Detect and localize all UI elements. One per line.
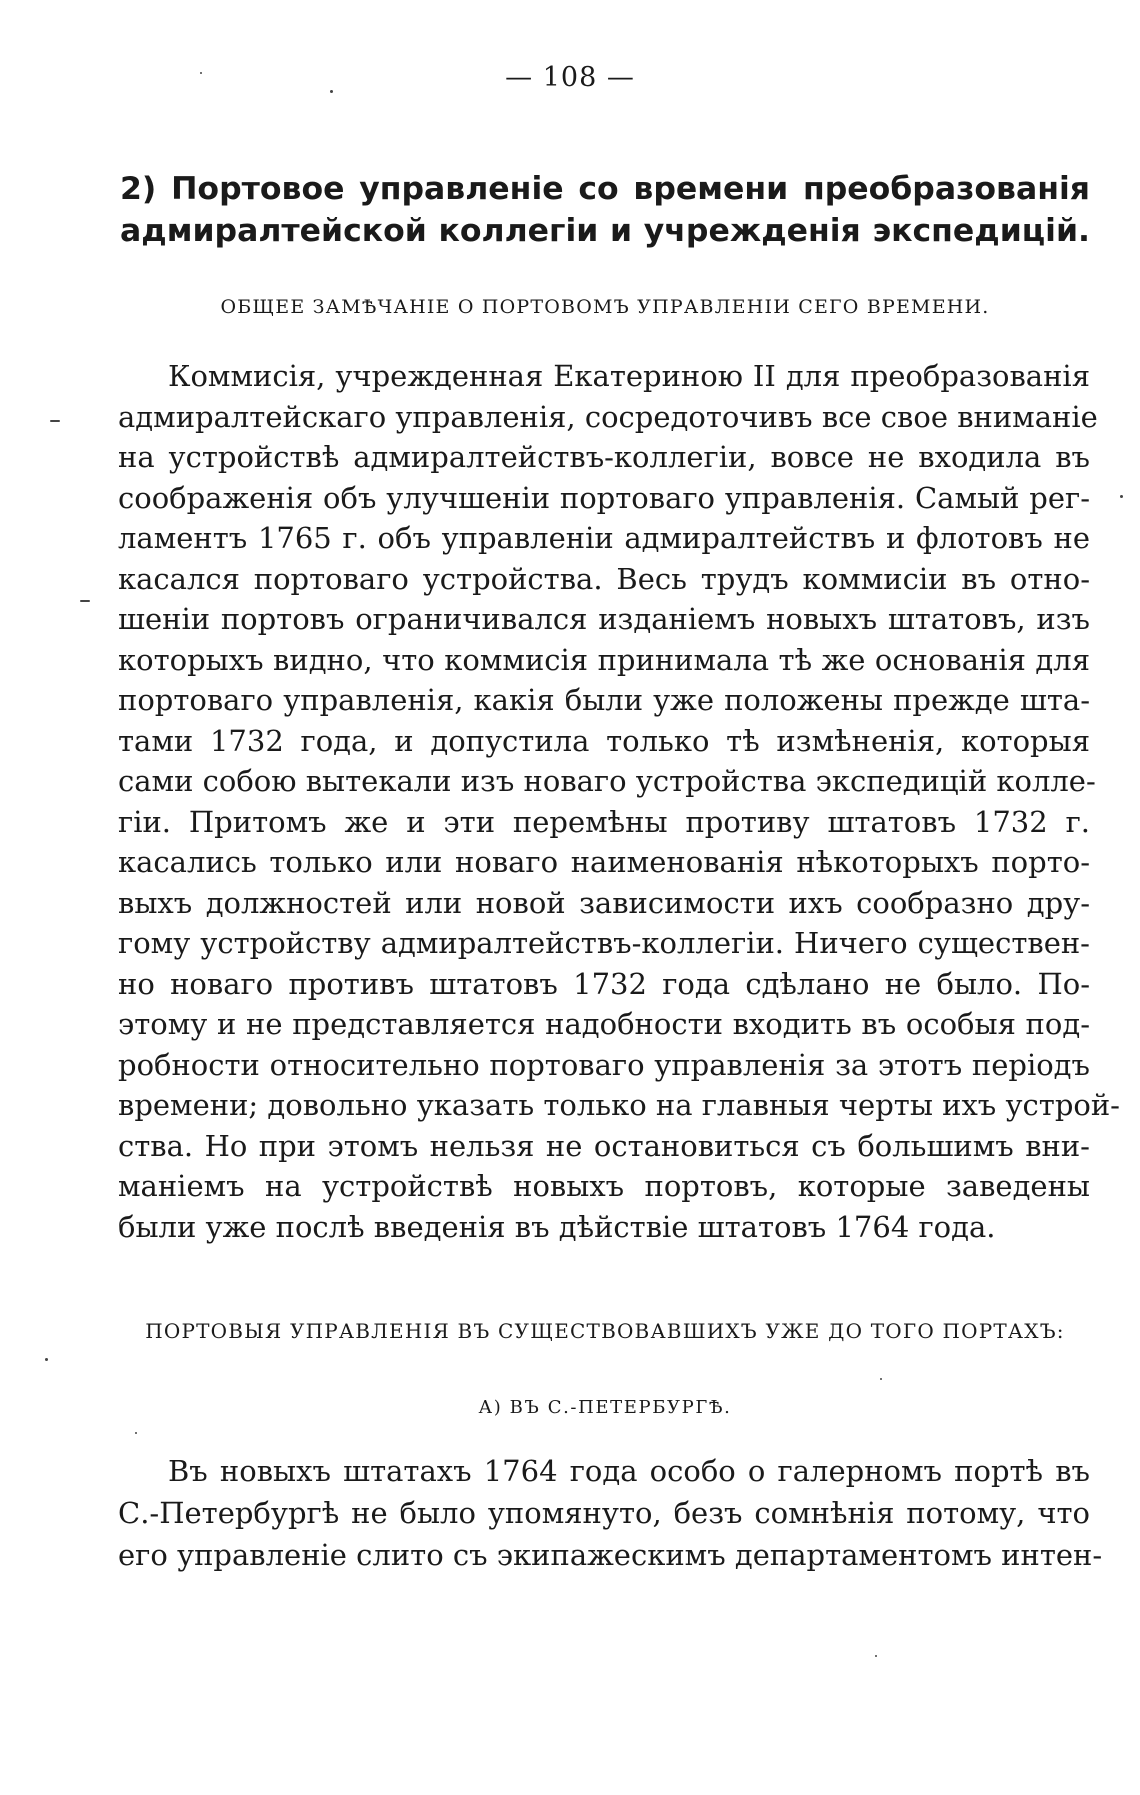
paragraph-general-remark bbox=[118, 356, 1120, 1247]
section-heading-line: 2) Портовое управленіе со времени преобразованія bbox=[120, 171, 1090, 207]
text-line: Коммисія, учрежденная Екатериною II для преобразованія bbox=[168, 359, 1090, 393]
scan-speck bbox=[135, 1432, 137, 1434]
scan-speck bbox=[45, 1358, 48, 1361]
text-line: шеніи портовъ ограничивался изданіемъ новыхъ штатовъ, изъ bbox=[118, 602, 1090, 636]
scan-speck bbox=[875, 1655, 877, 1657]
text-line: ства. Но при этомъ нельзя не остановиться съ большимъ вни- bbox=[118, 1128, 1090, 1163]
scan-speck bbox=[80, 600, 90, 602]
text-line: С.-Петербургѣ не было упомянуто, безъ сомнѣнія потому, что bbox=[118, 1496, 1090, 1530]
subheading-existing-ports: ПОРТОВЫЯ УПРАВЛЕНІЯ ВЪ СУЩЕСТВОВАВШИХЪ УЖЕ ДО ТОГО ПОРТАХЪ: bbox=[145, 1319, 1065, 1343]
text-line: касались только или новаго наименованія нѣкоторыхъ порто- bbox=[118, 845, 1090, 879]
subheading-general-remark: ОБЩЕЕ ЗАМѢЧАНІЕ О ПОРТОВОМЪ УПРАВЛЕНІИ СЕГО ВРЕМЕНИ. bbox=[220, 296, 990, 318]
text-line: тами 1732 года, и допустила только тѣ измѣненія, которыя bbox=[118, 723, 1090, 758]
text-line: маніемъ на устройствѣ новыхъ портовъ, которые заведены bbox=[118, 1169, 1090, 1203]
text-line: времени; довольно указать только на главныя черты ихъ устрой- bbox=[118, 1088, 1120, 1122]
subheading-st-petersburg: А) ВЪ С.-ПЕТЕРБУРГѢ. bbox=[478, 1397, 732, 1418]
text-line: но новаго противъ штатовъ 1732 года сдѣлано не было. По- bbox=[118, 966, 1090, 1001]
text-line: портоваго управленія, какія были уже положены прежде шта- bbox=[118, 683, 1090, 717]
scan-speck bbox=[50, 420, 60, 422]
text-line: адмиралтейскаго управленія, сосредоточивъ все свое вниманіе bbox=[118, 399, 1098, 434]
text-line: его управленіе слито съ экипажескимъ департаментомъ интен- bbox=[118, 1538, 1103, 1572]
text-line: гіи. Притомъ же и эти перемѣны противу штатовъ 1732 г. bbox=[118, 804, 1090, 839]
text-line: выхъ должностей или новой зависимости ихъ сообразно дру- bbox=[118, 885, 1090, 920]
scan-speck bbox=[880, 1378, 882, 1380]
paragraph-st-petersburg bbox=[118, 1450, 1103, 1576]
text-line: гому устройству адмиралтействъ-коллегіи. Ничего существен- bbox=[118, 926, 1090, 960]
text-line: на устройствѣ адмиралтействъ-коллегіи, вовсе не входила въ bbox=[118, 440, 1090, 474]
text-line: которыхъ видно, что коммисія принимала тѣ же основанія для bbox=[118, 642, 1090, 677]
text-line: были уже послѣ введенія въ дѣйствіе штатовъ 1764 года. bbox=[118, 1209, 996, 1244]
text-line: сами собою вытекали изъ новаго устройства экспедицій колле- bbox=[118, 764, 1096, 798]
scan-speck bbox=[330, 90, 333, 93]
section-heading bbox=[120, 168, 1090, 252]
text-line: этому и не представляется надобности входить въ особыя под- bbox=[118, 1007, 1090, 1041]
page-number: — 108 — bbox=[505, 62, 635, 93]
text-line: соображенія объ улучшеніи портоваго управленія. Самый рег- bbox=[118, 480, 1090, 515]
text-line: Въ новыхъ штатахъ 1764 года особо о галерномъ портѣ въ bbox=[168, 1454, 1090, 1488]
scan-speck bbox=[200, 72, 202, 74]
text-line: робности относительно портоваго управленія за этотъ періодъ bbox=[118, 1047, 1090, 1082]
text-line: ламентъ 1765 г. объ управленіи адмиралтействъ и флотовъ не bbox=[118, 521, 1090, 555]
text-line: касался портоваго устройства. Весь трудъ коммисіи въ отно- bbox=[118, 561, 1090, 596]
scan-speck bbox=[1120, 495, 1123, 498]
section-heading-line: адмиралтейской коллегіи и учрежденія экспедицій. bbox=[120, 213, 1090, 249]
